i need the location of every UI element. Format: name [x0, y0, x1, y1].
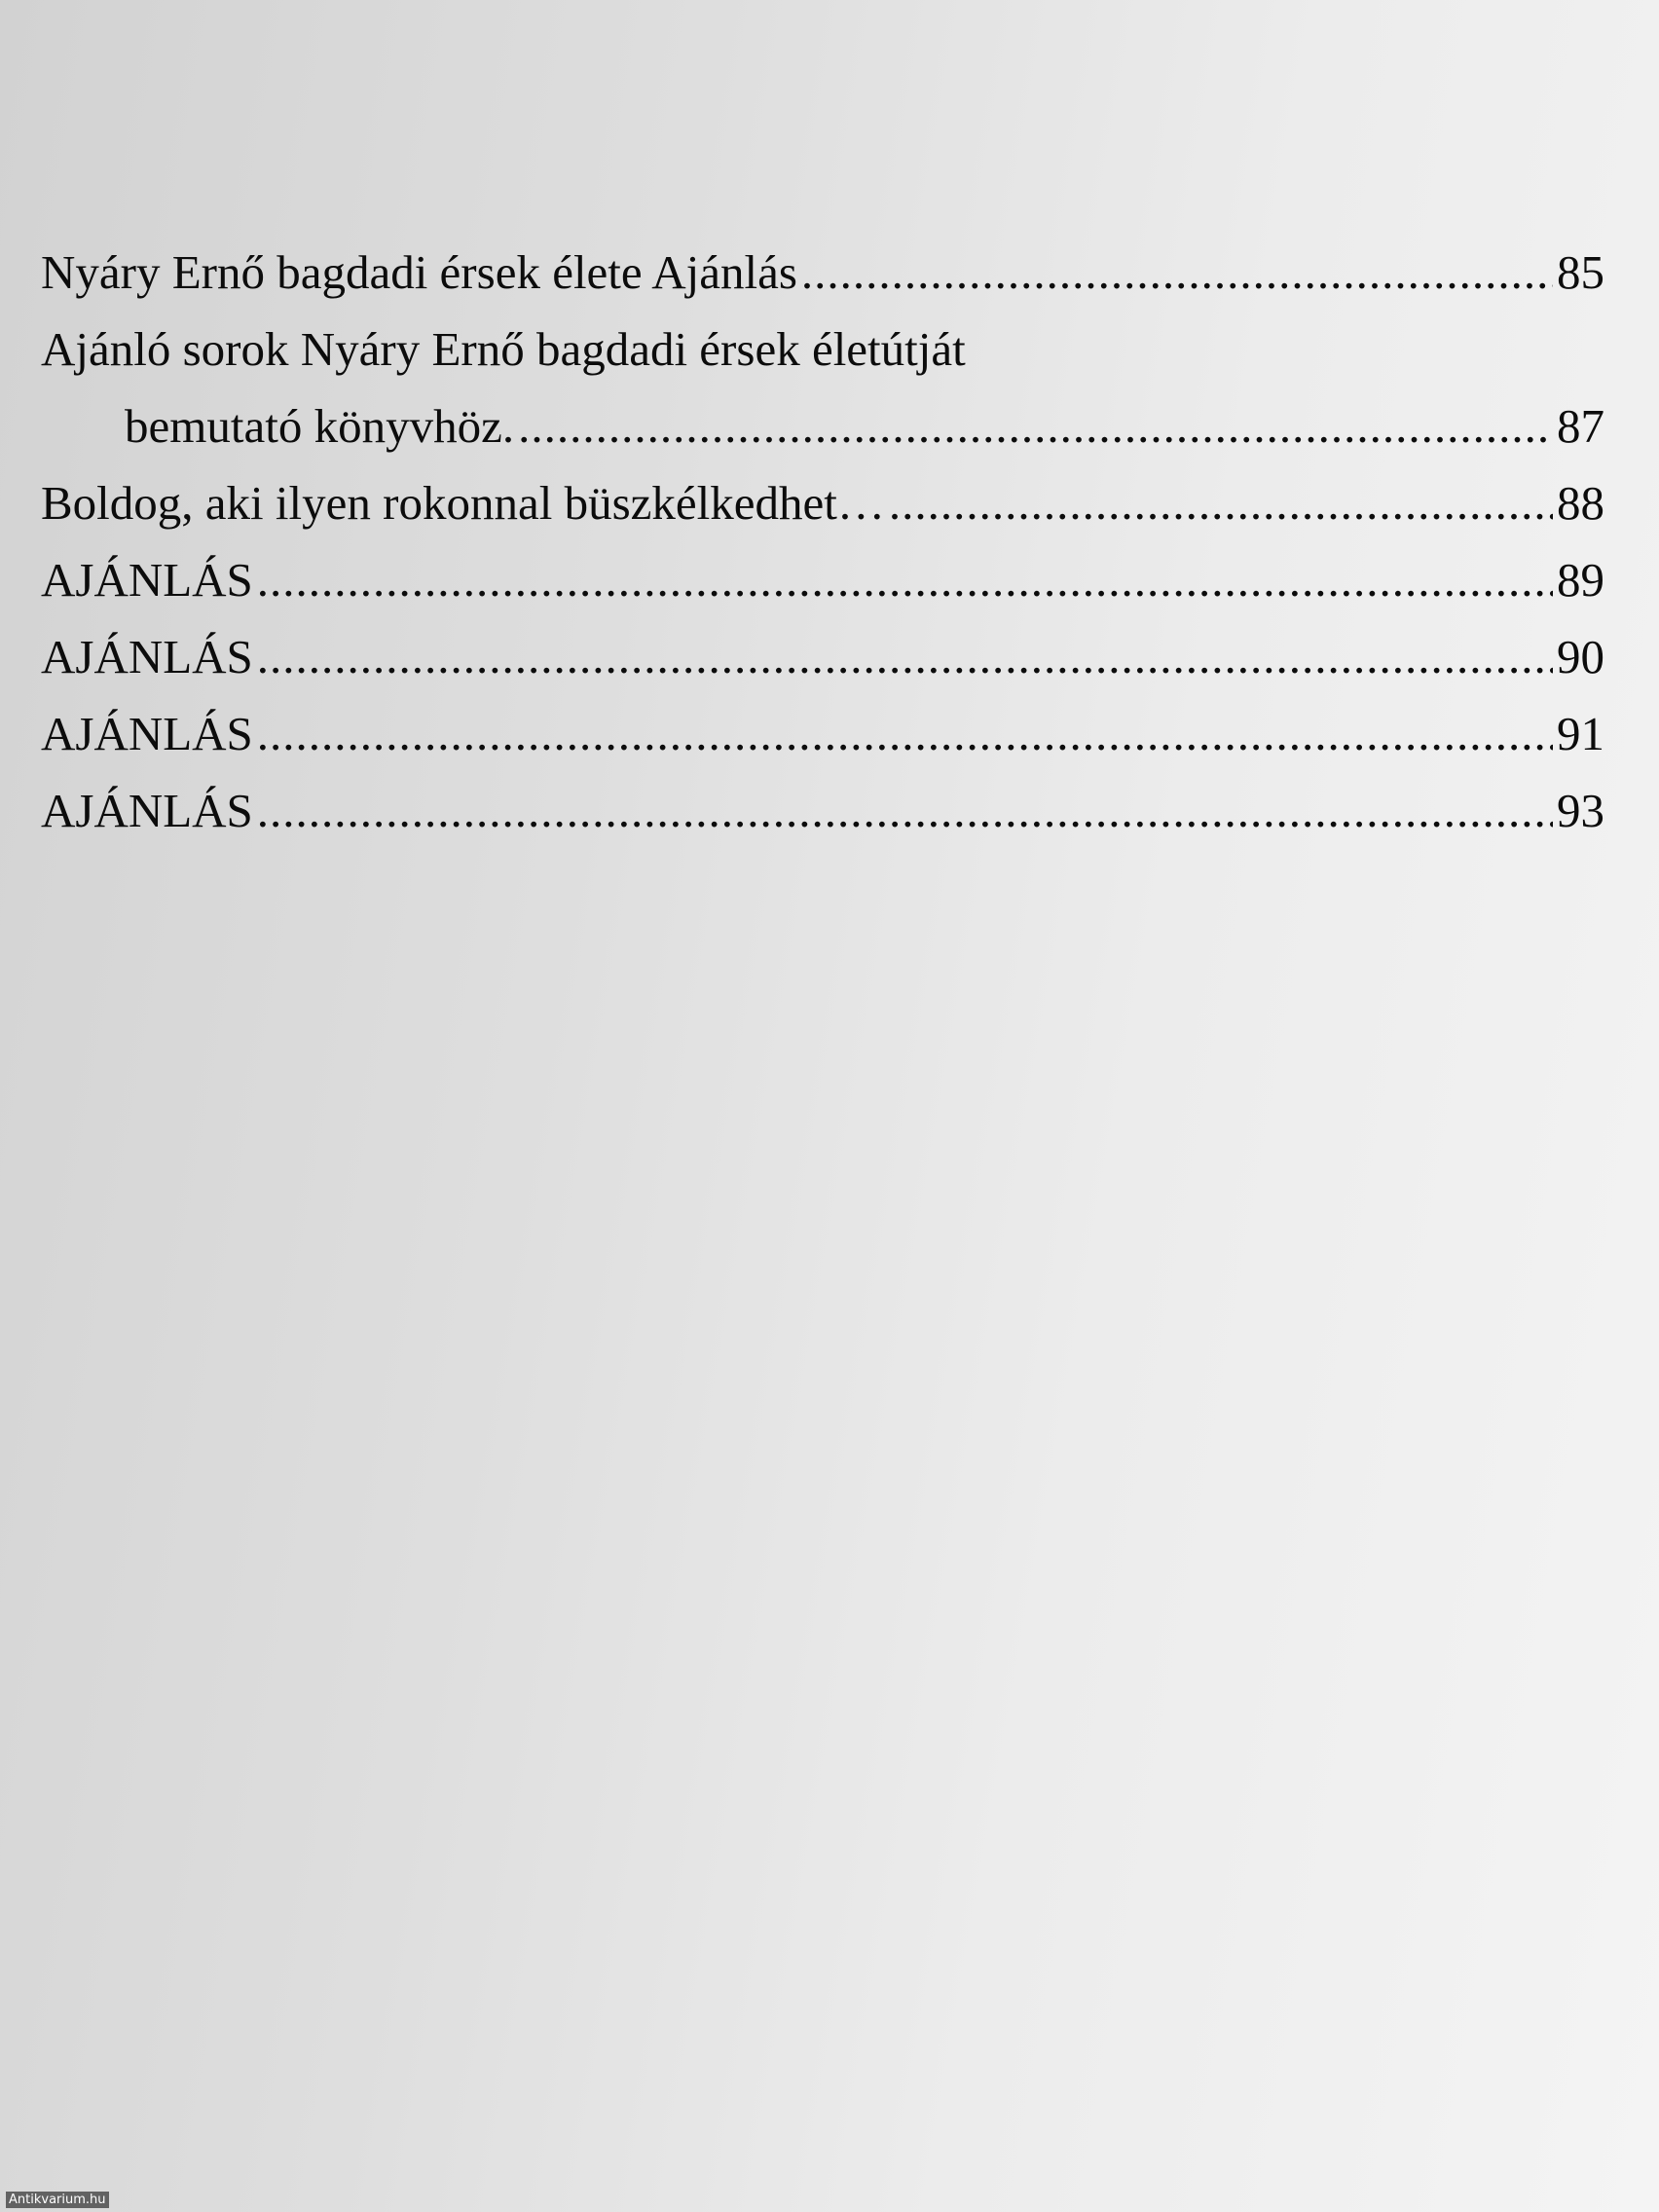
source-watermark: Antikvarium.hu — [6, 2192, 109, 2208]
toc-entry-page: 91 — [1557, 707, 1604, 760]
toc-entry — [41, 311, 1604, 387]
dot-leader — [257, 695, 1553, 772]
dot-leader — [257, 772, 1553, 849]
toc-entry-page: 93 — [1557, 784, 1604, 837]
toc-entry-title: AJÁNLÁS — [41, 630, 253, 683]
toc-entry — [41, 618, 1604, 695]
toc-entry-title: AJÁNLÁS — [41, 553, 253, 607]
toc-entry-title: bemutató könyvhöz. — [125, 399, 515, 453]
toc-entry-title: Boldog, aki ilyen rokonnal büszkélkedhet… — [41, 476, 885, 530]
dot-leader — [257, 618, 1553, 695]
toc-entry — [41, 234, 1604, 311]
toc-entry-title: AJÁNLÁS — [41, 707, 253, 760]
dot-leader — [518, 387, 1553, 464]
toc-entry — [41, 772, 1604, 849]
toc-entry-title: Ajánló sorok Nyáry Ernő bagdadi érsek életútját — [41, 322, 966, 376]
toc-entry — [41, 464, 1604, 541]
toc-entry-continuation — [41, 387, 1604, 464]
table-of-contents — [41, 234, 1604, 849]
dot-leader — [801, 234, 1553, 311]
toc-entry-page: 87 — [1557, 399, 1604, 453]
toc-entry — [41, 695, 1604, 772]
dot-leader — [257, 541, 1553, 618]
toc-entry-page: 85 — [1557, 245, 1604, 299]
toc-entry-page: 90 — [1557, 630, 1604, 683]
toc-entry — [41, 541, 1604, 618]
toc-entry-title: AJÁNLÁS — [41, 784, 253, 837]
toc-entry-title: Nyáry Ernő bagdadi érsek élete Ajánlás — [41, 245, 797, 299]
toc-entry-page: 88 — [1557, 476, 1604, 530]
toc-entry-page: 89 — [1557, 553, 1604, 607]
dot-leader — [889, 464, 1553, 541]
